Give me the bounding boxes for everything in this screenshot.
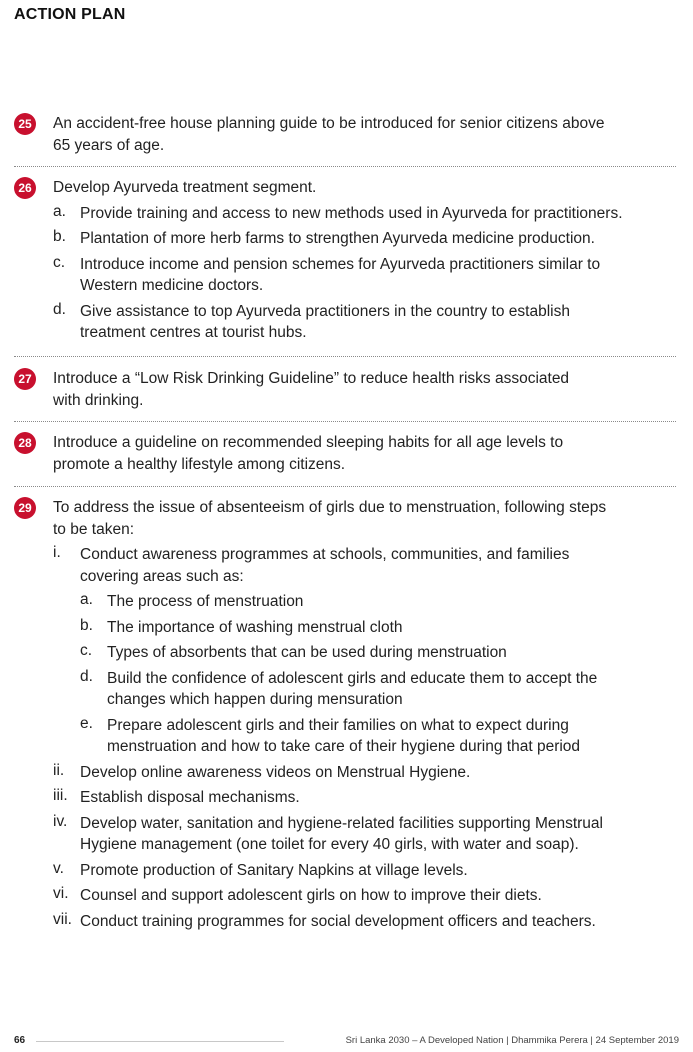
list-label: d. xyxy=(53,300,66,318)
page-title: ACTION PLAN xyxy=(14,6,126,23)
list-label: iv. xyxy=(53,812,68,830)
list-text: Provide training and access to new methods used in Ayurveda for practitioners. xyxy=(80,204,623,222)
divider xyxy=(14,486,676,487)
list-item xyxy=(53,203,680,225)
list-item xyxy=(53,860,680,882)
list-label: b. xyxy=(80,616,93,634)
item-text: To address the issue of absenteeism of girls due to menstruation, following steps xyxy=(53,499,607,516)
item-number-badge: 28 xyxy=(14,432,36,454)
list-text: Give assistance to top Ayurveda practitioners in the country to establish xyxy=(80,302,570,320)
list-text: Build the confidence of adolescent girls and educate them to accept the xyxy=(107,669,598,687)
page-number: 66 xyxy=(14,1035,26,1046)
list-item xyxy=(53,762,680,784)
list-text: Western medicine doctors. xyxy=(80,277,264,294)
nested-list-item xyxy=(53,668,680,711)
list-label: v. xyxy=(53,859,64,877)
list-label: iii. xyxy=(53,787,68,804)
list-label: e. xyxy=(80,714,93,732)
list-text: Develop online awareness videos on Menstrual Hygiene. xyxy=(80,763,471,781)
list-text: Counsel and support adolescent girls on how to improve their diets. xyxy=(80,887,542,904)
list-label: a. xyxy=(80,591,93,608)
list-item xyxy=(53,885,680,907)
divider xyxy=(14,356,676,357)
nested-list-item xyxy=(53,642,680,664)
list-text: Introduce income and pension schemes for Ayurveda practitioners similar to xyxy=(80,255,601,273)
list-label: b. xyxy=(53,228,66,245)
list-text: Promote production of Sanitary Napkins at village levels. xyxy=(80,861,468,879)
nested-list-item xyxy=(53,591,680,613)
item-text: 65 years of age. xyxy=(53,136,165,154)
item-number-badge: 26 xyxy=(14,177,36,199)
list-label: ii. xyxy=(53,761,65,779)
item-text: Introduce a “Low Risk Drinking Guideline” to reduce health risks associated xyxy=(53,370,570,387)
list-text: Develop water, sanitation and hygiene-related facilities supporting Menstrual xyxy=(80,814,603,832)
list-item xyxy=(53,254,680,297)
list-item xyxy=(53,544,680,587)
list-label: d. xyxy=(80,667,93,685)
list-text: Establish disposal mechanisms. xyxy=(80,789,300,806)
list-text: treatment centres at tourist hubs. xyxy=(80,324,307,341)
action-item-28 xyxy=(14,432,680,475)
nested-list-item xyxy=(53,715,680,758)
list-item xyxy=(53,787,680,809)
action-item-27 xyxy=(14,368,680,411)
action-item-29 xyxy=(14,497,680,932)
item-text: An accident-free house planning guide to be introduced for senior citizens above xyxy=(53,115,605,132)
item-number-badge: 27 xyxy=(14,368,36,390)
action-item-25 xyxy=(14,113,680,156)
list-item xyxy=(53,813,680,856)
list-item xyxy=(53,301,680,344)
list-item xyxy=(53,228,680,250)
nested-list-item xyxy=(53,617,680,639)
list-text: The importance of washing menstrual cloth xyxy=(107,618,403,636)
footer-rule xyxy=(36,1041,284,1042)
item-text: promote a healthy lifestyle among citizens. xyxy=(53,455,346,473)
list-label: a. xyxy=(53,202,66,220)
list-label: i. xyxy=(53,544,61,561)
list-text: Prepare adolescent girls and their families on what to expect during xyxy=(107,716,569,734)
item-text: Develop Ayurveda treatment segment. xyxy=(53,179,317,196)
divider xyxy=(14,421,676,422)
list-text: covering areas such as: xyxy=(80,567,244,585)
list-text: changes which happen during mensuration xyxy=(107,691,403,708)
footer-text: Sri Lanka 2030 – A Developed Nation | Dhammika Perera | 24 September 2019 xyxy=(345,1035,679,1046)
list-text: The process of menstruation xyxy=(107,593,304,610)
divider xyxy=(14,166,676,167)
item-text: with drinking. xyxy=(53,391,144,409)
action-item-26 xyxy=(14,177,680,344)
list-text: Hygiene management (one toilet for every 40 girls, with water and soap). xyxy=(80,836,579,853)
item-text: Introduce a guideline on recommended sleeping habits for all age levels to xyxy=(53,434,564,451)
list-label: vi. xyxy=(53,885,69,902)
list-text: Plantation of more herb farms to strengthen Ayurveda medicine production. xyxy=(80,230,595,247)
item-number-badge: 29 xyxy=(14,497,36,519)
list-label: vii. xyxy=(53,910,72,928)
list-label: c. xyxy=(80,642,93,659)
list-text: menstruation and how to take care of their hygiene during that period xyxy=(107,738,581,755)
list-text: Conduct training programmes for social development officers and teachers. xyxy=(80,912,596,930)
list-item xyxy=(53,911,680,933)
list-text: Conduct awareness programmes at schools, communities, and families xyxy=(80,546,570,563)
item-number-badge: 25 xyxy=(14,113,36,135)
list-text: Types of absorbents that can be used during menstruation xyxy=(107,644,507,661)
list-label: c. xyxy=(53,253,66,271)
item-text: to be taken: xyxy=(53,520,135,538)
